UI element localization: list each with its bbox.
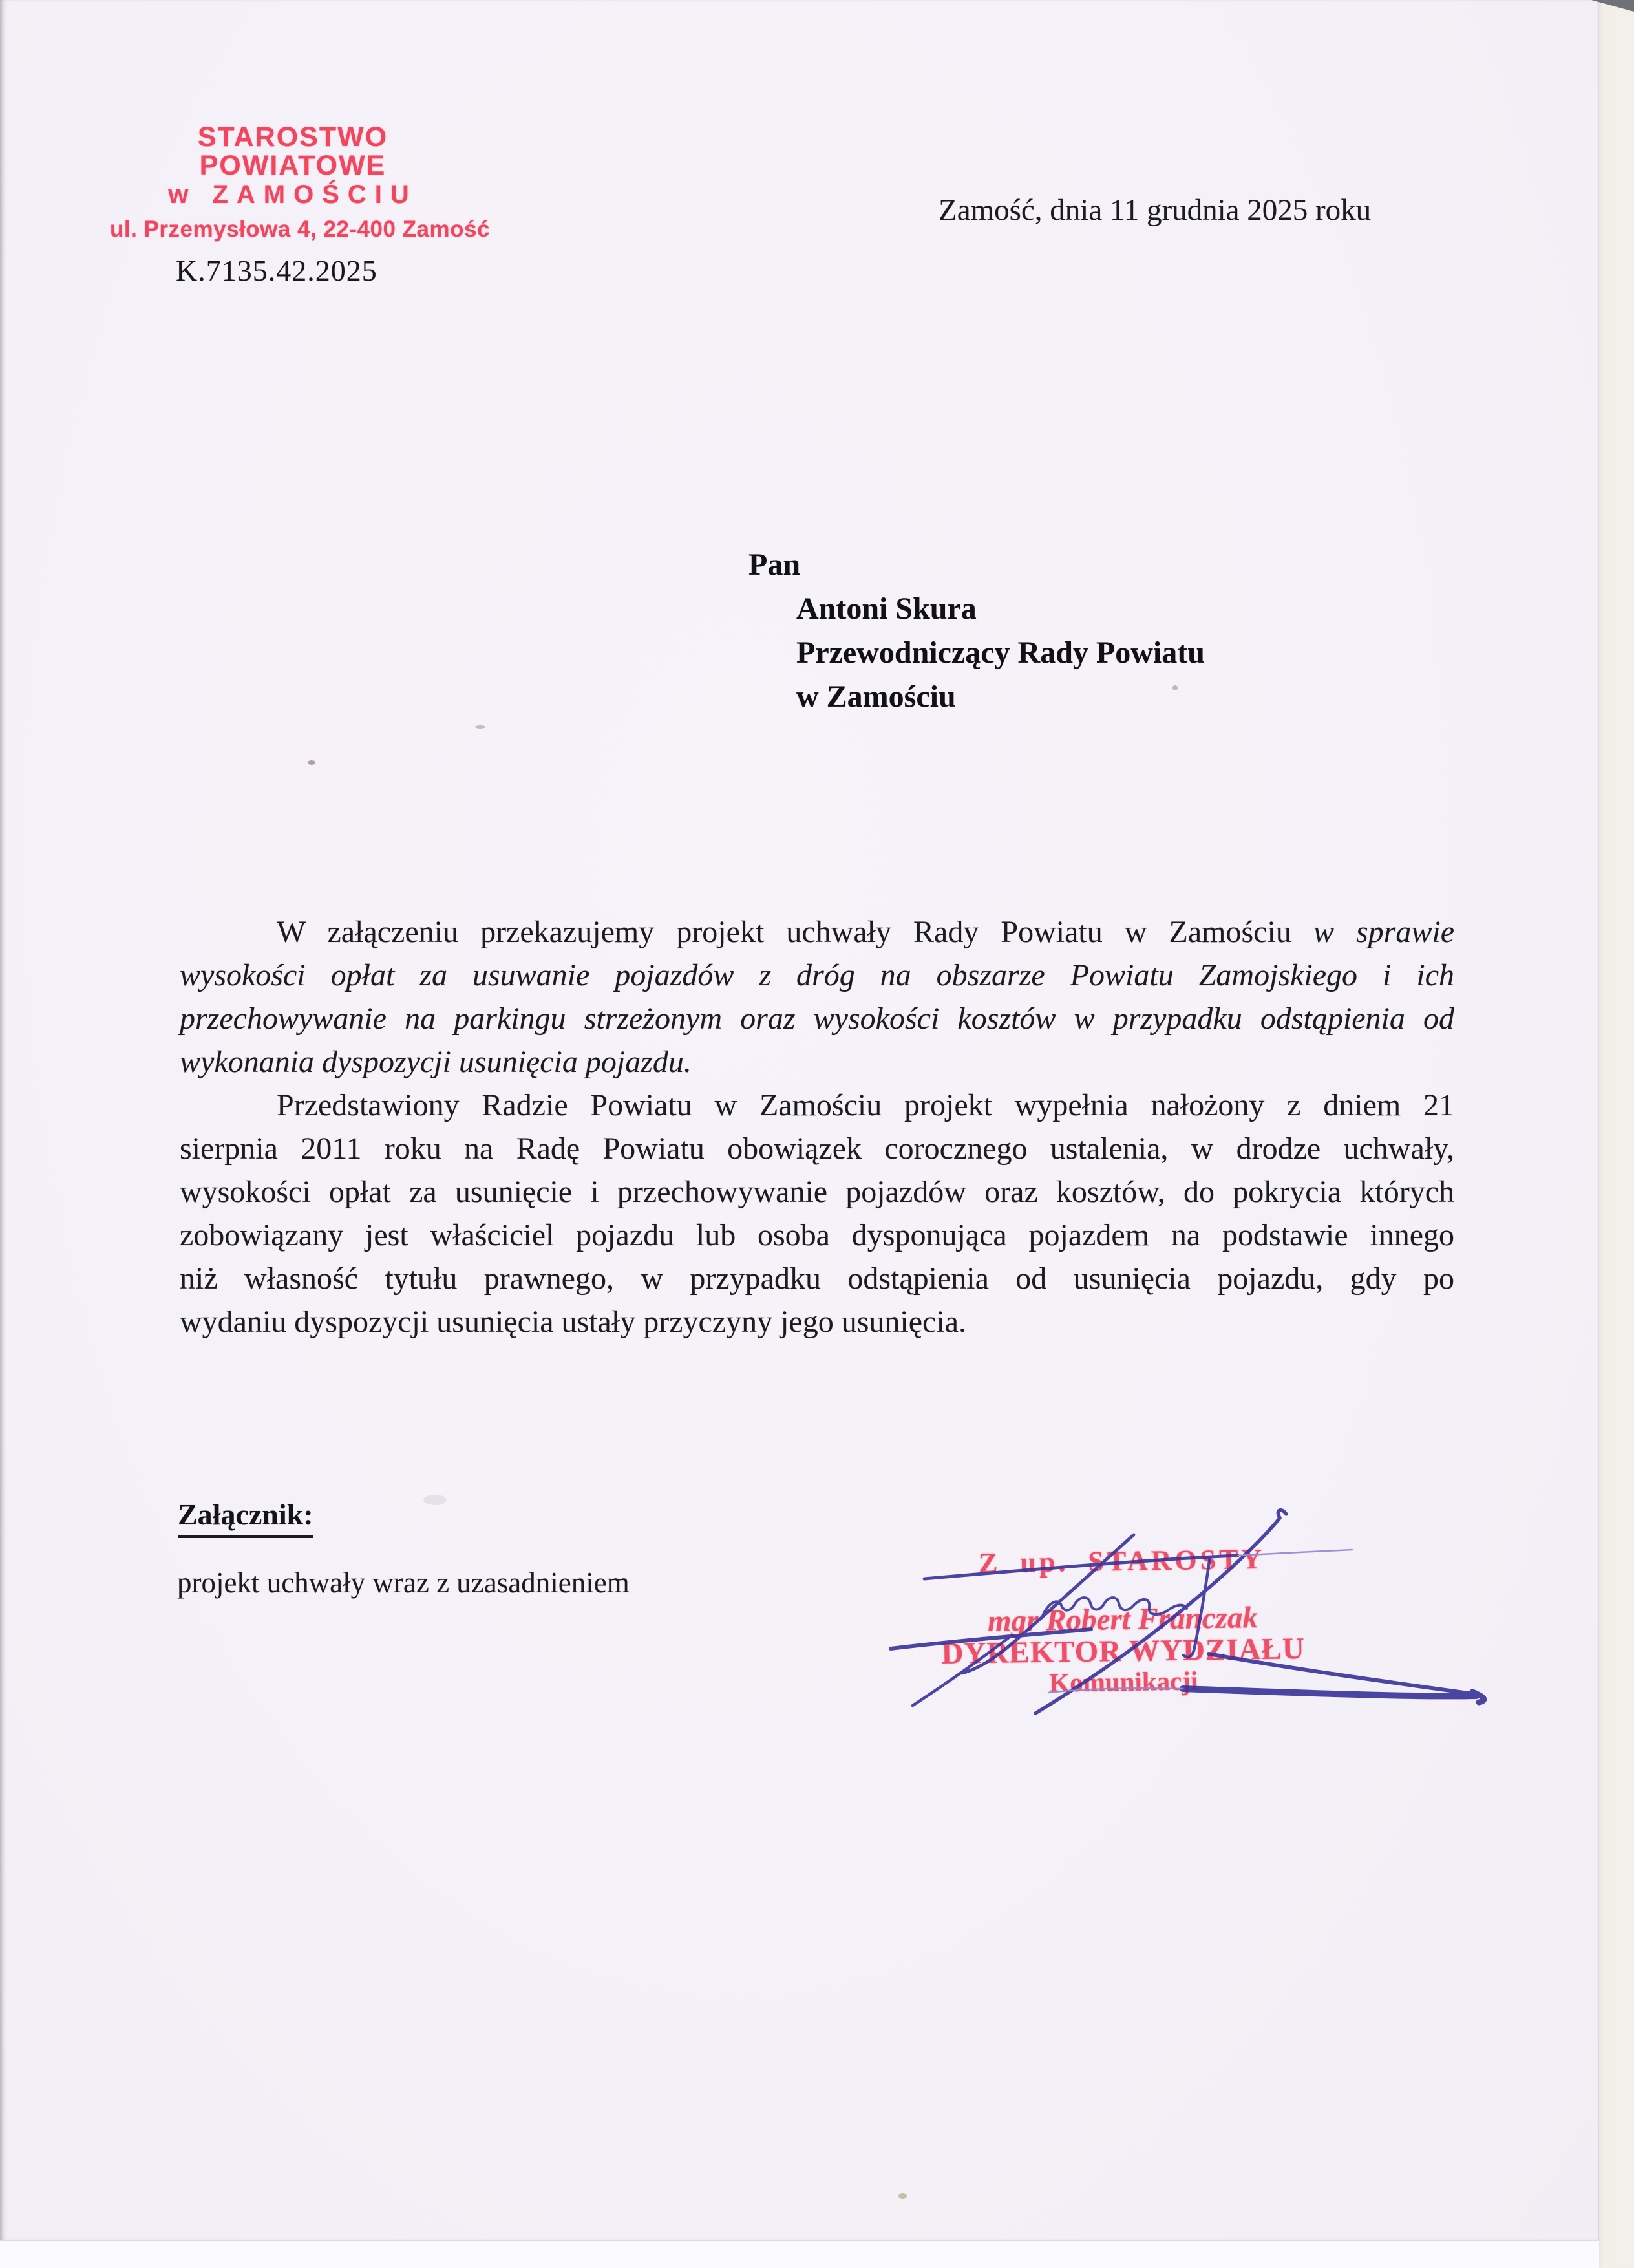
letterhead-org-name: STAROSTWO POWIATOWE: [197, 122, 388, 181]
letterhead-org-address: ul. Przemysłowa 4, 22-400 Zamość: [110, 217, 490, 242]
body-line: [180, 1040, 1454, 1084]
attachment-heading: Załącznik:: [178, 1497, 313, 1538]
stamp-name-line: mgr Robert Franczak: [987, 1601, 1258, 1638]
reference-number: K.7135.42.2025: [176, 254, 377, 287]
addressee-name: Antoni Skura: [796, 592, 977, 626]
paper-speck: [308, 760, 315, 765]
body-text-segment: wysokości opłat za usunięcie i przechowywanie pojazdów oraz kosztów, do pokrycia których: [180, 1175, 1454, 1209]
body-text-segment-italic: przechowywanie na parkingu strzeżonym oraz wysokości kosztów w przypadku odstąpienia od: [180, 1001, 1454, 1036]
body-line: [180, 954, 1454, 997]
scanner-right-edge: [1599, 0, 1634, 2267]
body-line: [180, 1214, 1454, 1257]
attachment-item: projekt uchwały wraz z uzasadnieniem: [177, 1567, 630, 1599]
body-line: [180, 1257, 1454, 1300]
paper-speck: [898, 2193, 907, 2199]
stamp-authority-line: Z up. STAROSTY: [978, 1543, 1266, 1579]
body-line: [180, 1170, 1454, 1214]
body-line: [180, 1127, 1454, 1170]
letterhead-org-city: w ZAMOŚCIU: [168, 180, 418, 209]
body-line: [180, 997, 1454, 1040]
body-text-segment: zobowiązany jest właściciel pojazdu lub osoba dysponująca pojazdem na podstawie innego: [180, 1218, 1454, 1252]
body-line: [180, 910, 1454, 954]
body-text-segment-italic: w sprawie: [1291, 915, 1454, 949]
handwritten-signature: [873, 1481, 1551, 1739]
body-text-segment: niż własność tytułu prawnego, w przypadku odstąpienia od usunięcia pojazdu, gdy po: [180, 1261, 1454, 1296]
paper-speck: [475, 725, 485, 729]
body-line: [180, 1300, 1454, 1343]
addressee-block: [748, 543, 1205, 719]
addressee-salutation: Pan: [748, 548, 801, 582]
body-text-segment: Przedstawiony Radzie Powiatu w Zamościu projekt wypełnia nałożony z dniem 21: [277, 1088, 1454, 1122]
addressee-place: w Zamościu: [796, 679, 956, 714]
body-text-segment-italic: wykonania dyspozycji usunięcia pojazdu.: [180, 1045, 692, 1079]
body-text-segment: wydaniu dyspozycji usunięcia ustały przyczyny jego usunięcia.: [180, 1305, 966, 1339]
letter-body: [180, 910, 1454, 1343]
date-line: Zamość, dnia 11 grudnia 2025 roku: [939, 193, 1372, 227]
stamp-department-line: Komunikacji: [1048, 1665, 1198, 1698]
scanner-bottom-edge: [0, 2240, 1599, 2268]
addressee-role: Przewodniczący Rady Powiatu: [796, 636, 1205, 670]
letterhead-stamp: [110, 122, 490, 242]
body-text-segment: sierpnia 2011 roku na Radę Powiatu obowiązek corocznego ustalenia, w drodze uchwały,: [180, 1131, 1454, 1166]
body-line: [180, 1084, 1454, 1127]
stamp-title-line: DYREKTOR WYDZIAŁU: [941, 1632, 1306, 1671]
paper-smudge: [423, 1495, 447, 1505]
body-text-segment: W załączeniu przekazujemy projekt uchwały Rady Powiatu w Zamościu: [277, 915, 1291, 949]
body-text-segment-italic: wysokości opłat za usuwanie pojazdów z dróg na obszarze Powiatu Zamojskiego i ich: [180, 958, 1454, 992]
